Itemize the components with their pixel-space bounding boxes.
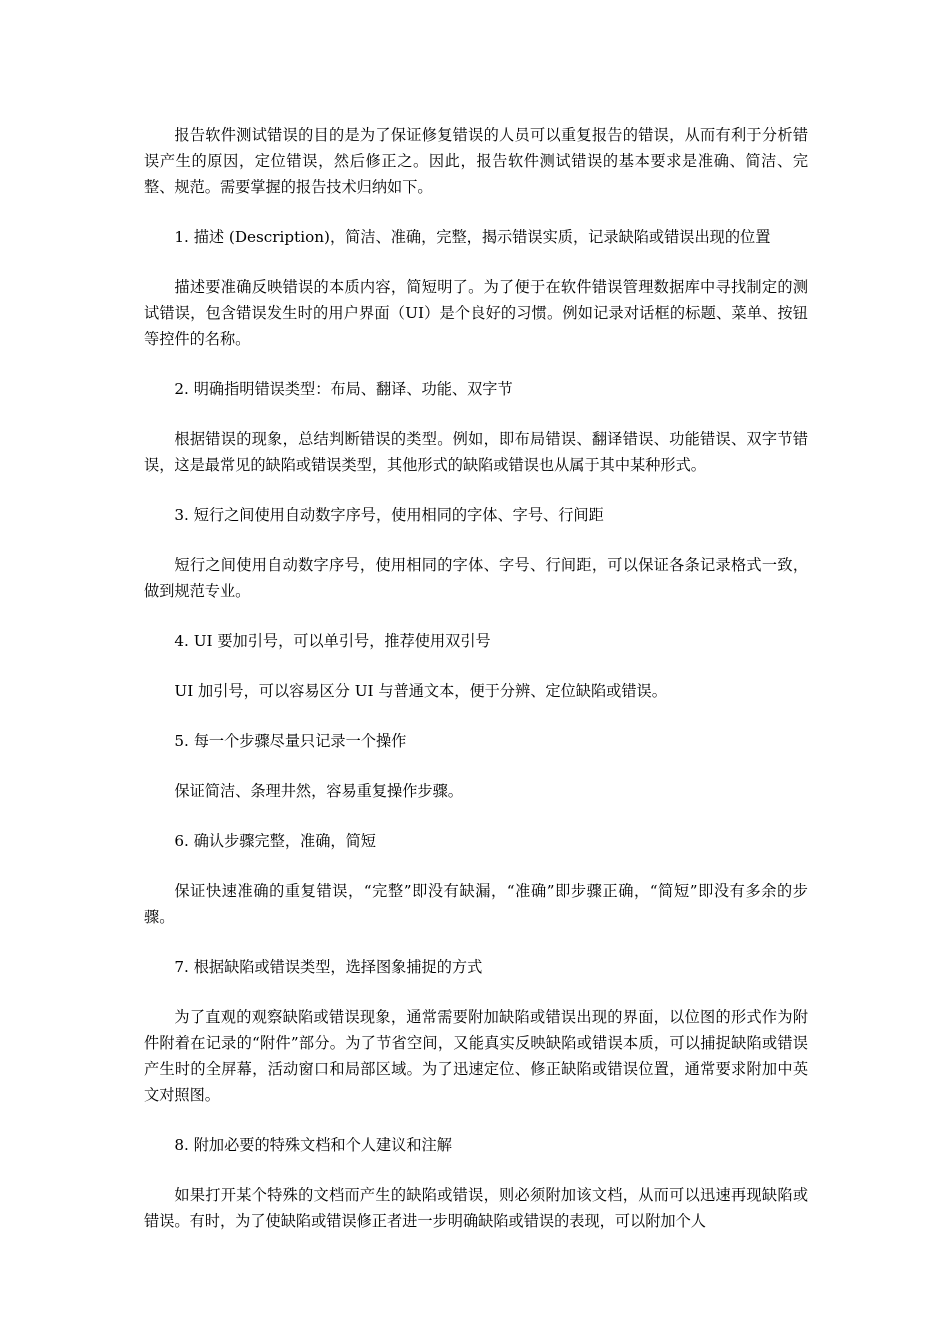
section-heading-1: 1. 描述 (Description)，简洁、准确，完整，揭示错误实质，记录缺陷或错误出现的位置 <box>174 228 771 246</box>
section-body-4: UI 加引号，可以容易区分 UI 与普通文本，便于分辨、定位缺陷或错误。 <box>174 682 667 700</box>
intro-paragraph: 报告软件测试错误的目的是为了保证修复错误的人员可以重复报告的错误，从而有利于分析错误产生的原因，定位错误，然后修正之。因此，报告软件测试错误的基本要求是准确、简洁、完整、规范。需要掌握的报告技术归纳如下。 <box>144 126 808 196</box>
section-body-3: 短行之间使用自动数字序号，使用相同的字体、字号、行间距，可以保证各条记录格式一致，做到规范专业。 <box>144 556 808 600</box>
section-heading-7: 7. 根据缺陷或错误类型，选择图象捕捉的方式 <box>174 958 483 976</box>
document-body <box>144 122 808 1258</box>
section-body-6: 保证快速准确的重复错误，“完整”即没有缺漏，“准确”即步骤正确，“简短”即没有多余的步骤。 <box>144 882 808 926</box>
section-heading-4: 4. UI 要加引号，可以单引号，推荐使用双引号 <box>174 632 491 650</box>
section-heading-6: 6. 确认步骤完整，准确，简短 <box>174 832 376 850</box>
section-body-7: 为了直观的观察缺陷或错误现象，通常需要附加缺陷或错误出现的界面，以位图的形式作为附件附着在记录的“附件”部分。为了节省空间，又能真实反映缺陷或错误本质，可以捕捉缺陷或错误产生时的全屏幕，活动窗口和局部区域。为了迅速定位、修正缺陷或错误位置，通常要求附加中英文对照图。 <box>144 1008 808 1104</box>
section-body-8: 如果打开某个特殊的文档而产生的缺陷或错误，则必须附加该文档，从而可以迅速再现缺陷或错误。有时，为了使缺陷或错误修正者进一步明确缺陷或错误的表现，可以附加个人 <box>144 1186 808 1230</box>
section-heading-3: 3. 短行之间使用自动数字序号，使用相同的字体、字号、行间距 <box>174 506 604 524</box>
section-heading-2: 2. 明确指明错误类型：布局、翻译、功能、双字节 <box>174 380 513 398</box>
section-heading-8: 8. 附加必要的特殊文档和个人建议和注解 <box>174 1136 452 1154</box>
section-body-2: 根据错误的现象，总结判断错误的类型。例如，即布局错误、翻译错误、功能错误、双字节错误，这是最常见的缺陷或错误类型，其他形式的缺陷或错误也从属于其中某种形式。 <box>144 430 808 474</box>
section-body-5: 保证简洁、条理井然，容易重复操作步骤。 <box>174 782 463 800</box>
section-heading-5: 5. 每一个步骤尽量只记录一个操作 <box>174 732 407 750</box>
section-body-1: 描述要准确反映错误的本质内容，简短明了。为了便于在软件错误管理数据库中寻找制定的测试错误，包含错误发生时的用户界面（UI）是个良好的习惯。例如记录对话框的标题、菜单、按钮等控件的名称。 <box>144 278 808 348</box>
